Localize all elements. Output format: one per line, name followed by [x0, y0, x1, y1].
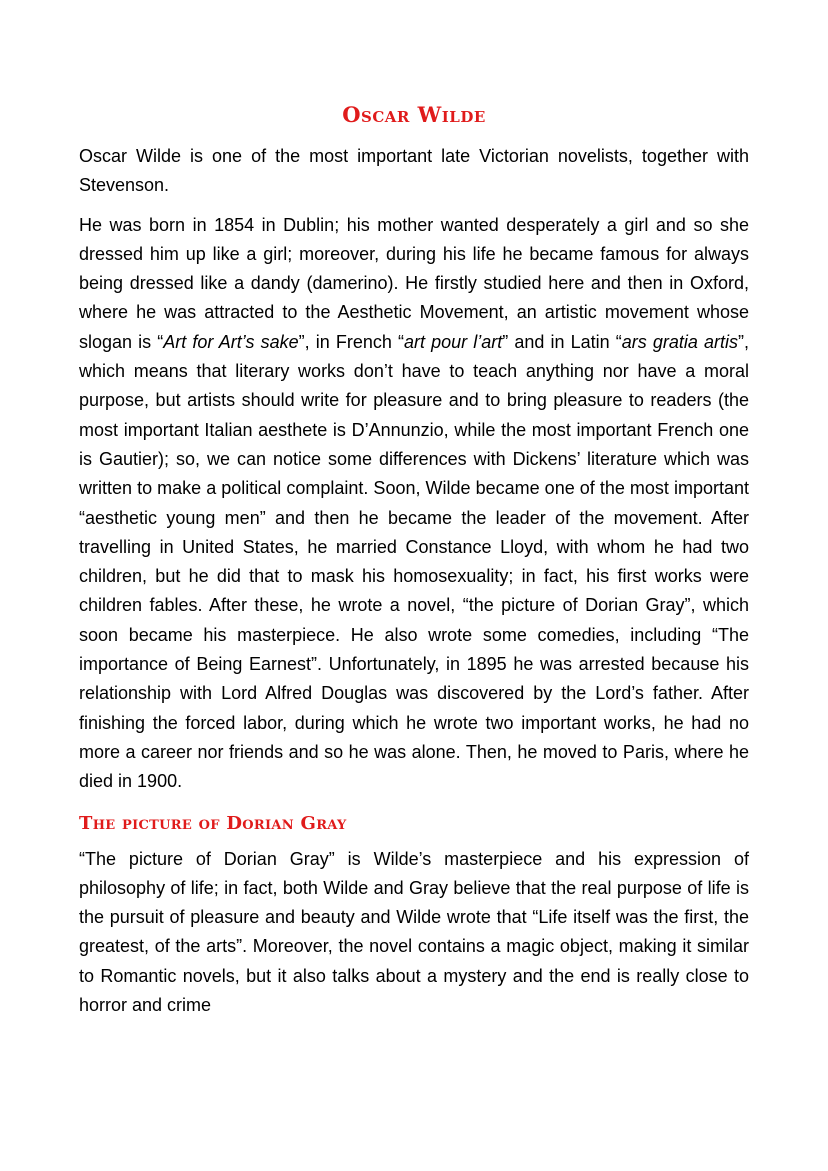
biography-text-3: ” and in Latin “ — [502, 331, 622, 352]
page-title: Oscar Wilde — [342, 102, 486, 127]
biography-paragraph — [79, 211, 749, 797]
slogan-english: Art for Art’s sake — [163, 331, 299, 352]
intro-paragraph: Oscar Wilde is one of the most important late Victorian novelists, together with Stevenson. — [79, 146, 749, 196]
section-heading: The picture of Dorian Gray — [79, 812, 347, 834]
slogan-latin: ars gratia artis — [621, 331, 738, 352]
biography-text-4: ”, which means that literary works don’t have to teach anything nor have a moral purpose, but artists should write for pleasure and to bring pleasure to readers (the most important Italian aesthete is D’Annunzio, while the most important French one is Gautier); so, we can notice some differences with Dickens’ literature which was written to make a political complaint. Soon, Wilde became one of the most important “aesthetic young men” and then he became the leader of the movement. After travelling in United States, he married Constance Lloyd, with whom he had two children, but he did that to mask his homosexuality; in fact, his first works were children fables. After these, he wrote a novel, “the picture of Dorian Gray”, which soon became his masterpiece. He also wrote some comedies, including “The importance of Being Earnest”. Unfortunately, in 1895 he was arrested because his relationship with Lord Alfred Douglas was discovered by the Lord’s father. After finishing the forced labor, during which he wrote two important works, he had no more a career nor friends and so he was alone. Then, he moved to Paris, where he died in 1900. — [79, 331, 749, 792]
dorian-gray-paragraph: “The picture of Dorian Gray” is Wilde’s masterpiece and his expression of philosophy of life; in fact, both Wilde and Gray believe that the real purpose of life is the pursuit of pleasure and beauty and Wilde wrote that “Life itself was the first, the greatest, of the arts”. Moreover, the novel contains a magic object, making it similar to Romantic novels, but it also talks about a mystery and the end is really close to horror and crime — [79, 848, 749, 1016]
document-page — [79, 100, 749, 1030]
biography-text-2: ”, in French “ — [298, 331, 404, 352]
biography-text-1: He was born in 1854 in Dublin; his mother wanted desperately a girl and so she dressed him up like a girl; moreover, during his life he became famous for always being dressed like a dandy (damerino). He firstly studied here and then in Oxford, where he was attracted to the Aesthetic Movement, an artistic movement whose slogan is “ — [79, 214, 749, 352]
slogan-french: art pour l’art — [403, 331, 503, 352]
